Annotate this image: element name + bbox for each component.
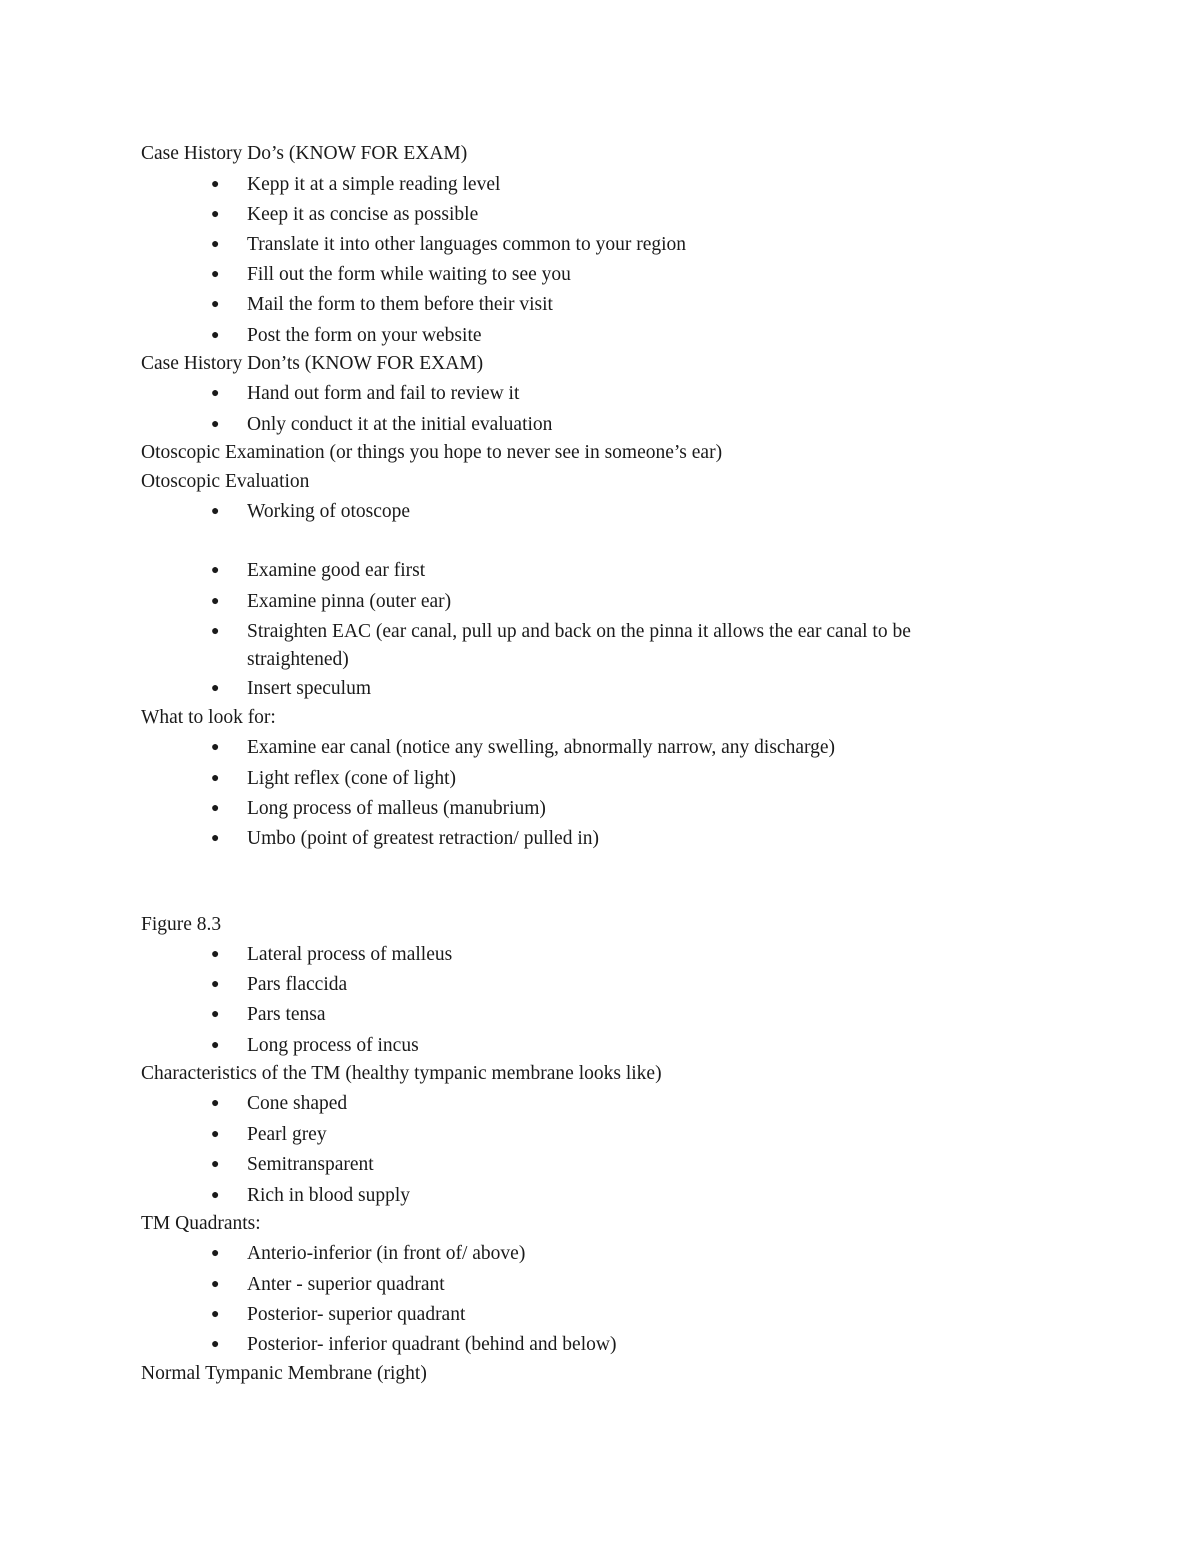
bullet-dot: ● xyxy=(211,624,220,639)
bullet-dot: ● xyxy=(211,1277,220,1292)
heading-figure-8-3: Figure 8.3 xyxy=(141,914,222,935)
bullet-dot: ● xyxy=(211,947,220,962)
list-item: Long process of malleus (manubrium) xyxy=(247,798,546,819)
list-item: Lateral process of malleus xyxy=(247,944,453,965)
list-item: Insert speculum xyxy=(247,678,372,699)
list-item: Mail the form to them before their visit xyxy=(247,294,553,315)
heading-case-history-donts: Case History Don’ts (KNOW FOR EXAM) xyxy=(141,353,484,374)
bullet-dot: ● xyxy=(211,1038,220,1053)
bullet-dot: ● xyxy=(211,1157,220,1172)
bullet-dot: ● xyxy=(211,417,220,432)
list-item: Examine ear canal (notice any swelling, abnormally narrow, any discharge) xyxy=(247,737,836,758)
bullet-dot: ● xyxy=(211,267,220,282)
bullet-dot: ● xyxy=(211,386,220,401)
list-item: Light reflex (cone of light) xyxy=(247,768,457,789)
list-item: Semitransparent xyxy=(247,1154,374,1175)
bullet-dot: ● xyxy=(211,177,220,192)
bullet-dot: ● xyxy=(211,771,220,786)
bullet-dot: ● xyxy=(211,831,220,846)
bullet-dot: ● xyxy=(211,237,220,252)
heading-case-history-dos: Case History Do’s (KNOW FOR EXAM) xyxy=(141,143,468,164)
bullet-dot: ● xyxy=(211,681,220,696)
heading-tm-quadrants: TM Quadrants: xyxy=(141,1213,261,1234)
bullet-dot: ● xyxy=(211,1127,220,1142)
list-item: Examine good ear first xyxy=(247,560,426,581)
list-item-continuation: straightened) xyxy=(247,649,349,670)
list-item: Anter - superior quadrant xyxy=(247,1274,445,1295)
bullet-dot: ● xyxy=(211,1307,220,1322)
bullet-dot: ● xyxy=(211,297,220,312)
heading-what-to-look-for: What to look for: xyxy=(141,707,276,728)
list-item: Examine pinna (outer ear) xyxy=(247,591,452,612)
list-item: Pars flaccida xyxy=(247,974,348,995)
bullet-dot: ● xyxy=(211,1246,220,1261)
list-item: Keep it as concise as possible xyxy=(247,204,479,225)
bullet-dot: ● xyxy=(211,594,220,609)
bullet-dot: ● xyxy=(211,740,220,755)
bullet-dot: ● xyxy=(211,1007,220,1022)
heading-characteristics-tm: Characteristics of the TM (healthy tympanic membrane looks like) xyxy=(141,1063,662,1084)
list-item: Posterior- inferior quadrant (behind and below) xyxy=(247,1334,617,1355)
list-item: Fill out the form while waiting to see you xyxy=(247,264,571,285)
bullet-dot: ● xyxy=(211,1188,220,1203)
bullet-dot: ● xyxy=(211,801,220,816)
list-item: Straighten EAC (ear canal, pull up and back on the pinna it allows the ear canal to be xyxy=(247,621,911,642)
heading-otoscopic-examination: Otoscopic Examination (or things you hope to never see in someone’s ear) xyxy=(141,442,723,463)
bullet-dot: ● xyxy=(211,563,220,578)
list-item: Rich in blood supply xyxy=(247,1185,411,1206)
list-item: Cone shaped xyxy=(247,1093,348,1114)
list-item: Translate it into other languages common to your region xyxy=(247,234,687,255)
list-item: Working of otoscope xyxy=(247,501,411,522)
heading-otoscopic-evaluation: Otoscopic Evaluation xyxy=(141,471,310,492)
list-item: Post the form on your website xyxy=(247,325,482,346)
list-item: Posterior- superior quadrant xyxy=(247,1304,466,1325)
list-item: Hand out form and fail to review it xyxy=(247,383,520,404)
bullet-dot: ● xyxy=(211,504,220,519)
bullet-dot: ● xyxy=(211,328,220,343)
list-item: Umbo (point of greatest retraction/ pulled in) xyxy=(247,828,599,849)
list-item: Anterio-inferior (in front of/ above) xyxy=(247,1243,526,1264)
list-item: Pars tensa xyxy=(247,1004,326,1025)
list-item: Only conduct it at the initial evaluation xyxy=(247,414,553,435)
heading-normal-tympanic-membrane: Normal Tympanic Membrane (right) xyxy=(141,1363,427,1384)
list-item: Kepp it at a simple reading level xyxy=(247,174,501,195)
bullet-dot: ● xyxy=(211,1096,220,1111)
bullet-dot: ● xyxy=(211,977,220,992)
list-item: Pearl grey xyxy=(247,1124,327,1145)
bullet-dot: ● xyxy=(211,1337,220,1352)
list-item: Long process of incus xyxy=(247,1035,419,1056)
bullet-dot: ● xyxy=(211,207,220,222)
